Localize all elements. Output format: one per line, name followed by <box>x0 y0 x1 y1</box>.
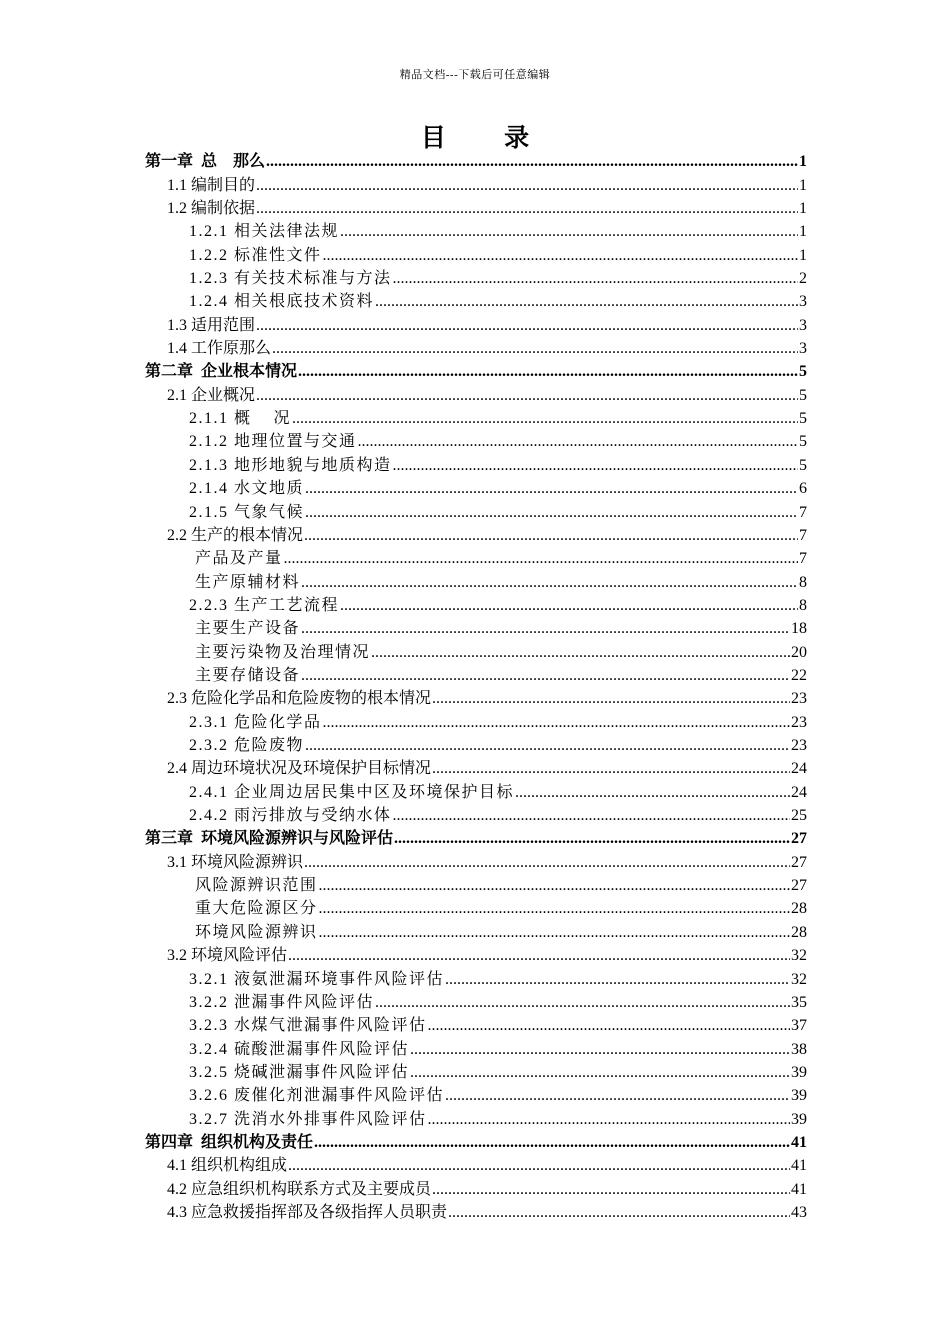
toc-leader-dots <box>305 479 798 499</box>
toc-entry-page: 24 <box>791 760 807 778</box>
toc-entry-page: 8 <box>799 573 807 591</box>
toc-entry-page: 41 <box>791 1180 807 1198</box>
toc-entry-page: 22 <box>791 666 807 684</box>
toc-entry-page: 3 <box>799 293 807 311</box>
toc-entry-page: 35 <box>791 993 807 1011</box>
toc-leader-dots <box>410 1040 790 1060</box>
toc-leader-dots <box>323 246 798 266</box>
toc-entry-label: 1.1 编制目的 <box>167 176 256 194</box>
toc-entry-label: 第四章 组织机构及责任 <box>145 1133 314 1151</box>
toc-entry[interactable] <box>145 359 807 382</box>
toc-entry-label: 3.2.7 洗消水外排事件风险评估 <box>189 1110 427 1128</box>
toc-leader-dots <box>515 783 790 803</box>
toc-entry-page: 41 <box>791 1133 807 1151</box>
toc-entry-label: 3.2.3 水煤气泄漏事件风险评估 <box>189 1017 427 1035</box>
toc-entry-label: 第二章 企业根本情况 <box>145 363 298 381</box>
toc-entry-label: 2.4.1 企业周边居民集中区及环境保护目标 <box>189 783 515 801</box>
toc-entry-label: 2.1.1 概 况 <box>189 410 292 428</box>
toc-entry[interactable] <box>189 219 807 242</box>
toc-entry-page: 18 <box>791 620 807 638</box>
toc-entry-label: 3.2.2 泄漏事件风险评估 <box>189 993 375 1011</box>
toc-leader-dots <box>375 993 790 1013</box>
toc-entry-page: 43 <box>791 1204 807 1222</box>
toc-entry-label: 2.2 生产的根本情况 <box>167 526 304 544</box>
toc-leader-dots <box>256 386 798 406</box>
toc-leader-dots <box>358 432 798 452</box>
toc-leader-dots <box>428 1110 790 1130</box>
toc-entry-label: 1.2 编制依据 <box>167 199 256 217</box>
toc-leader-dots <box>323 713 790 733</box>
toc-entry-label: 生产原辅材料 <box>195 573 301 591</box>
toc-leader-dots <box>445 970 790 990</box>
toc-entry[interactable] <box>167 756 807 779</box>
toc-entry-page: 7 <box>799 503 807 521</box>
toc-leader-dots <box>301 573 798 593</box>
toc-entry-label: 2.1.3 地形地貌与地质构造 <box>189 456 392 474</box>
toc-entry-page: 39 <box>791 1110 807 1128</box>
toc-entry-page: 5 <box>799 456 807 474</box>
toc-entry-page: 1 <box>799 153 807 171</box>
toc-leader-dots <box>292 409 798 429</box>
toc-leader-dots <box>305 736 790 756</box>
toc-entry-page: 38 <box>791 1040 807 1058</box>
toc-leader-dots <box>448 1203 790 1223</box>
toc-entry-page: 5 <box>799 410 807 428</box>
toc-entry-page: 1 <box>799 176 807 194</box>
toc-entry-label: 3.2.1 液氨泄漏环境事件风险评估 <box>189 970 445 988</box>
toc-leader-dots <box>266 152 798 172</box>
toc-leader-dots <box>393 269 798 289</box>
toc-leader-dots <box>319 899 790 919</box>
toc-entry-page: 1 <box>799 199 807 217</box>
toc-entry[interactable] <box>195 920 807 943</box>
toc-entry-page: 20 <box>791 643 807 661</box>
toc-entry[interactable] <box>189 966 807 989</box>
toc-entry[interactable] <box>189 779 807 802</box>
toc-entry[interactable] <box>145 826 807 849</box>
toc-entry[interactable] <box>195 639 807 662</box>
toc-entry-label: 2.3.1 危险化学品 <box>189 713 322 731</box>
toc-leader-dots <box>304 853 790 873</box>
toc-leader-dots <box>393 806 790 826</box>
toc-entry-page: 7 <box>799 550 807 568</box>
toc-entry[interactable] <box>167 943 807 966</box>
toc-entry-label: 1.2.2 标准性文件 <box>189 246 322 264</box>
toc-entry-page: 27 <box>791 853 807 871</box>
toc-entry-label: 风险源辨识范围 <box>195 877 318 895</box>
toc-entry-page: 28 <box>791 923 807 941</box>
toc-entry-page: 39 <box>791 1063 807 1081</box>
toc-entry-label: 2.4 周边环境状况及环境保护目标情况 <box>167 760 432 778</box>
toc-entry[interactable] <box>189 453 807 476</box>
toc-entry-label: 1.2.1 相关法律法规 <box>189 223 340 241</box>
toc-entry-label: 主要污染物及治理情况 <box>195 643 371 661</box>
toc-entry-label: 主要生产设备 <box>195 620 301 638</box>
toc-entry[interactable] <box>145 149 807 172</box>
toc-entry-page: 25 <box>791 807 807 825</box>
toc-entry[interactable] <box>189 406 807 429</box>
toc-entry-label: 重大危险源区分 <box>195 900 318 918</box>
toc-leader-dots <box>314 1133 790 1153</box>
toc-entry-label: 3.2.5 烧碱泄漏事件风险评估 <box>189 1063 410 1081</box>
toc-entry[interactable] <box>189 709 807 732</box>
toc-entry[interactable] <box>195 616 807 639</box>
toc-leader-dots <box>371 643 790 663</box>
toc-entry-page: 3 <box>799 340 807 358</box>
toc-leader-dots <box>340 596 798 616</box>
toc-entry-page: 5 <box>799 363 807 381</box>
toc-leader-dots <box>445 1086 790 1106</box>
toc-entry[interactable] <box>195 546 807 569</box>
toc-entry-page: 3 <box>799 316 807 334</box>
toc-entry-page: 1 <box>799 246 807 264</box>
toc-entry-label: 环境风险源辨识 <box>195 923 318 941</box>
page-header: 精品文档---下载后可任意编辑 <box>399 69 551 81</box>
toc-entry-label: 4.3 应急救援指挥部及各级指挥人员职责 <box>167 1204 448 1222</box>
toc-entry-label: 4.2 应急组织机构联系方式及主要成员 <box>167 1180 432 1198</box>
toc-leader-dots <box>319 876 790 896</box>
toc-entry[interactable] <box>167 686 807 709</box>
toc-entry-label: 1.2.3 有关技术标准与方法 <box>189 270 392 288</box>
toc-leader-dots <box>256 316 798 336</box>
toc-leader-dots <box>284 549 798 569</box>
toc-entry-page: 27 <box>791 877 807 895</box>
toc-entry-label: 主要存储设备 <box>195 666 301 684</box>
toc-entry[interactable] <box>167 172 807 195</box>
toc-entry[interactable] <box>195 873 807 896</box>
toc-entry[interactable] <box>189 1036 807 1059</box>
toc-leader-dots <box>375 292 798 312</box>
toc-entry[interactable] <box>195 663 807 686</box>
toc-leader-dots <box>432 689 790 709</box>
toc-entry-page: 28 <box>791 900 807 918</box>
toc-entry[interactable] <box>189 499 807 522</box>
toc-entry-label: 2.1.5 气象气候 <box>189 503 305 521</box>
toc-entry[interactable] <box>195 896 807 919</box>
toc-entry[interactable] <box>189 429 807 452</box>
toc-entry-label: 2.3.2 危险废物 <box>189 737 305 755</box>
toc-leader-dots <box>305 503 798 523</box>
toc-entry[interactable] <box>189 476 807 499</box>
toc-entry[interactable] <box>145 1130 807 1153</box>
toc-leader-dots <box>432 759 790 779</box>
toc-leader-dots <box>301 666 790 686</box>
toc-leader-dots <box>304 526 798 546</box>
toc-entry[interactable] <box>167 336 807 359</box>
toc-entry[interactable] <box>189 1060 807 1083</box>
toc-leader-dots <box>256 176 798 196</box>
toc-entry-label: 第一章 总 那么 <box>145 153 266 171</box>
toc-leader-dots <box>301 619 790 639</box>
toc-entry[interactable] <box>167 1200 807 1223</box>
toc-leader-dots <box>340 222 798 242</box>
toc-entry[interactable] <box>195 569 807 592</box>
toc-leader-dots <box>432 1180 790 1200</box>
toc-entry-label: 3.2.4 硫酸泄漏事件风险评估 <box>189 1040 410 1058</box>
toc-leader-dots <box>272 339 798 359</box>
toc-entry[interactable] <box>189 266 807 289</box>
toc-leader-dots <box>393 456 798 476</box>
toc-leader-dots <box>298 362 798 382</box>
toc-entry-label: 2.2.3 生产工艺流程 <box>189 596 340 614</box>
toc-entry-page: 8 <box>799 596 807 614</box>
toc-entry-page: 7 <box>799 526 807 544</box>
toc-entry[interactable] <box>189 289 807 312</box>
toc-entry-page: 1 <box>799 223 807 241</box>
toc-entry-label: 2.1.4 水文地质 <box>189 480 305 498</box>
toc-entry[interactable] <box>189 733 807 756</box>
toc-entry[interactable] <box>167 1153 807 1176</box>
toc-entry-page: 32 <box>791 947 807 965</box>
toc-entry[interactable] <box>189 1083 807 1106</box>
toc-entry-page: 5 <box>799 386 807 404</box>
toc-entry[interactable] <box>189 593 807 616</box>
toc-entry-label: 2.4.2 雨污排放与受纳水体 <box>189 807 392 825</box>
toc-entry-label: 1.4 工作原那么 <box>167 340 272 358</box>
toc-entry-page: 23 <box>791 713 807 731</box>
toc-entry[interactable] <box>189 242 807 265</box>
toc-entry[interactable] <box>189 1106 807 1129</box>
toc-entry-label: 1.2.4 相关根底技术资料 <box>189 293 375 311</box>
toc-entry-page: 32 <box>791 970 807 988</box>
toc-entry[interactable] <box>167 1176 807 1199</box>
toc-entry[interactable] <box>167 196 807 219</box>
toc-entry-label: 2.1 企业概况 <box>167 386 256 404</box>
toc-entry[interactable] <box>189 990 807 1013</box>
toc-entry-label: 4.1 组织机构组成 <box>167 1157 288 1175</box>
toc-entry-page: 23 <box>791 737 807 755</box>
toc-leader-dots <box>394 829 790 849</box>
toc-entry-page: 6 <box>799 480 807 498</box>
toc-entry-page: 39 <box>791 1087 807 1105</box>
page-title: 目 录 <box>420 125 556 152</box>
toc-leader-dots <box>288 1156 790 1176</box>
toc-entry-page: 24 <box>791 783 807 801</box>
toc-entry-page: 23 <box>791 690 807 708</box>
toc-leader-dots <box>256 199 798 219</box>
toc-entry[interactable] <box>167 523 807 546</box>
toc-entry-label: 产品及产量 <box>195 550 283 568</box>
toc-entry[interactable] <box>189 1013 807 1036</box>
toc-entry-page: 41 <box>791 1157 807 1175</box>
toc-entry[interactable] <box>167 850 807 873</box>
toc-entry-label: 2.3 危险化学品和危险废物的根本情况 <box>167 690 432 708</box>
toc-entry-label: 第三章 环境风险源辨识与风险评估 <box>145 830 394 848</box>
toc-entry[interactable] <box>167 383 807 406</box>
toc-leader-dots <box>410 1063 790 1083</box>
toc-entry[interactable] <box>167 312 807 335</box>
toc-leader-dots <box>428 1016 790 1036</box>
toc-entry-page: 27 <box>791 830 807 848</box>
toc-leader-dots <box>288 946 790 966</box>
toc-entry-label: 3.2.6 废催化剂泄漏事件风险评估 <box>189 1087 445 1105</box>
toc-entry-label: 3.2 环境风险评估 <box>167 947 288 965</box>
toc-entry-page: 37 <box>791 1017 807 1035</box>
toc-entry-label: 3.1 环境风险源辨识 <box>167 853 304 871</box>
toc-entry-label: 1.3 适用范围 <box>167 316 256 334</box>
toc-entry-label: 2.1.2 地理位置与交通 <box>189 433 357 451</box>
toc-entry[interactable] <box>189 803 807 826</box>
toc-entry-page: 2 <box>799 270 807 288</box>
toc-entry-page: 5 <box>799 433 807 451</box>
toc-leader-dots <box>319 923 790 943</box>
